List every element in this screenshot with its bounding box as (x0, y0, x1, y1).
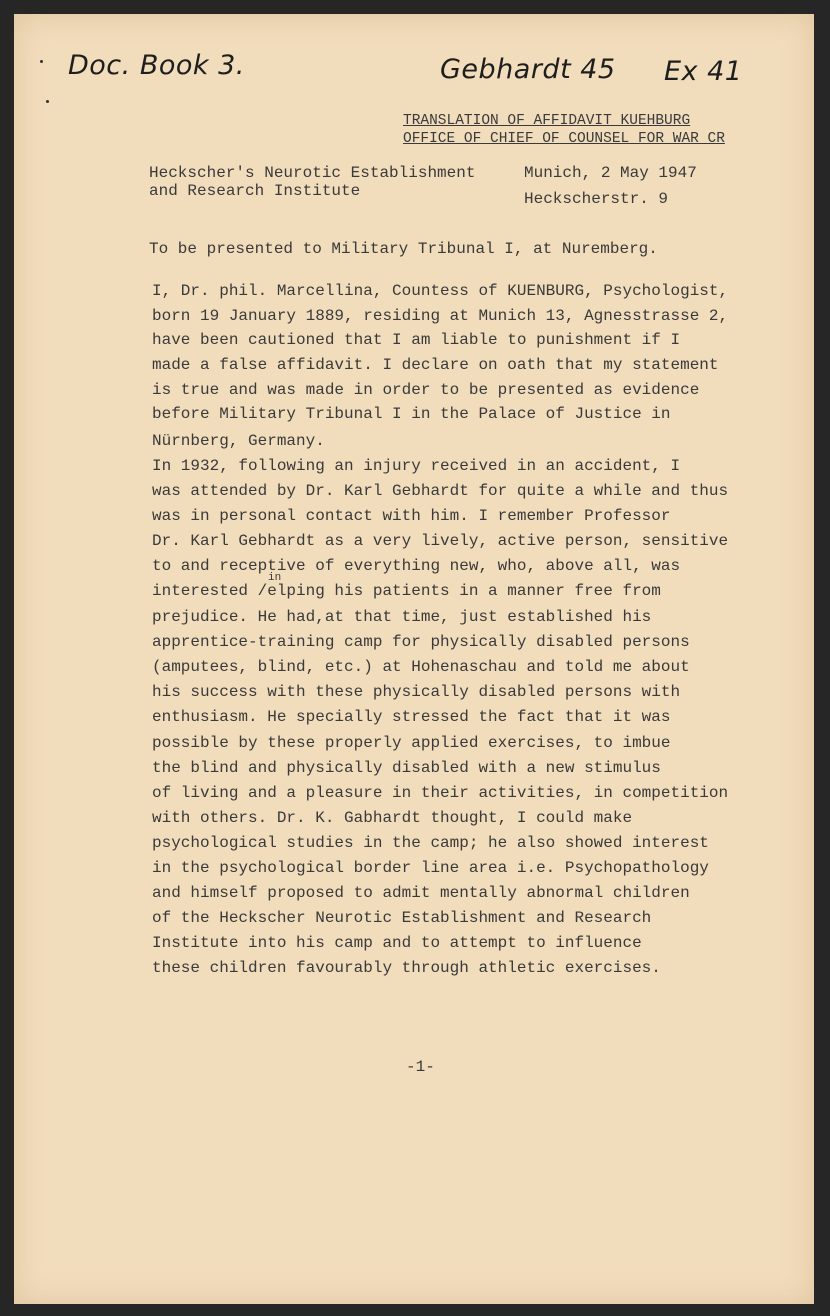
body-line: prejudice. He had,at that time, just established his (152, 608, 652, 626)
body-line: born 19 January 1889, residing at Munich 13, Agnesstrasse 2, (152, 307, 729, 325)
page-number: -1- (406, 1058, 435, 1076)
intro-line: To be presented to Military Tribunal I, at Nuremberg. (149, 240, 658, 258)
body-line: possible by these properly applied exercises, to imbue (152, 734, 671, 752)
body-line: is true and was made in order to be presented as evidence (152, 381, 700, 399)
body-line: apprentice-training camp for physically disabled persons (152, 633, 690, 651)
body-line: was in personal contact with him. I remember Professor (152, 507, 671, 525)
body-line: his success with these physically disabled persons with (152, 683, 681, 701)
body-line: the blind and physically disabled with a new stimulus (152, 759, 661, 777)
body-line: was attended by Dr. Karl Gebhardt for quite a while and thus (152, 482, 729, 500)
header-office: OFFICE OF CHIEF OF COUNSEL FOR WAR CR (403, 131, 725, 147)
body-line: (amputees, blind, etc.) at Hohenaschau and told me about (152, 658, 690, 676)
body-line: in the psychological border line area i.e. Psychopathology (152, 859, 709, 877)
body-line: Institute into his camp and to attempt to influence (152, 934, 642, 952)
handwritten-insertion: in (268, 572, 282, 584)
defendant-annotation: Gebhardt 45 (440, 54, 616, 85)
body-line: of living and a pleasure in their activities, in competition (152, 784, 729, 802)
body-line: and himself proposed to admit mentally abnormal children (152, 884, 690, 902)
body-line: interested /elping his patients in a manner free from (152, 582, 661, 600)
exhibit-annotation: Ex 41 (664, 56, 743, 87)
body-line: before Military Tribunal I in the Palace of Justice in (152, 405, 671, 423)
body-line: these children favourably through athletic exercises. (152, 959, 661, 977)
place-date: Munich, 2 May 1947 (524, 164, 697, 182)
body-line: to and receptive of everything new, who, above all, was (152, 557, 681, 575)
punch-mark (40, 60, 43, 63)
body-line: have been cautioned that I am liable to punishment if I (152, 331, 681, 349)
body-line: of the Heckscher Neurotic Establishment and Research (152, 909, 652, 927)
body-line: Dr. Karl Gebhardt as a very lively, active person, sensitive (152, 532, 729, 550)
institution-name: Heckscher's Neurotic Establishment (149, 164, 476, 182)
body-line: Nürnberg, Germany. (152, 432, 325, 450)
body-line: enthusiasm. He specially stressed the fact that it was (152, 708, 671, 726)
body-line: with others. Dr. K. Gabhardt thought, I could make (152, 809, 633, 827)
doc-book-annotation: Doc. Book 3. (68, 50, 245, 81)
address: Heckscherstr. 9 (524, 190, 669, 208)
punch-mark (46, 100, 49, 103)
body-line: psychological studies in the camp; he also showed interest (152, 834, 709, 852)
body-line: I, Dr. phil. Marcellina, Countess of KUENBURG, Psychologist, (152, 282, 729, 300)
header-title: TRANSLATION OF AFFIDAVIT KUEHBURG (403, 113, 691, 129)
body-line: made a false affidavit. I declare on oath that my statement (152, 356, 719, 374)
body-line: In 1932, following an injury received in an accident, I (152, 457, 681, 475)
institution-name-cont: and Research Institute (149, 182, 361, 200)
